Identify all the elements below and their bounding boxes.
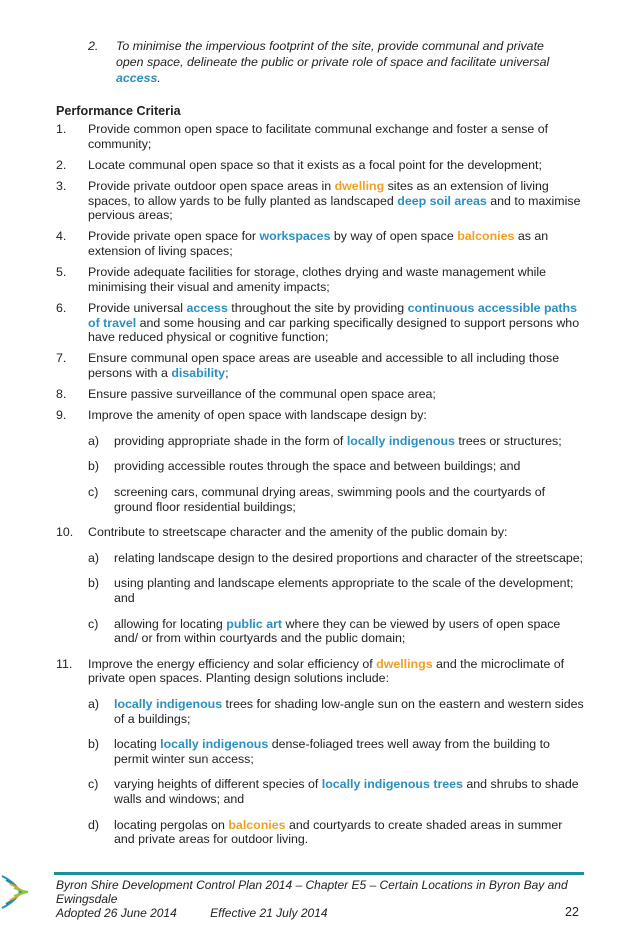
criteria-text-run: as an extension of living spaces;: [88, 229, 549, 258]
criteria-text-run: allowing for locating: [114, 616, 227, 631]
sub-criteria-text: [114, 818, 586, 847]
sub-criteria-item: [88, 737, 586, 766]
criteria-text-run: using planting and landscape elements appropriate to the scale of the development; and: [114, 576, 574, 605]
sub-criteria-letter: c): [88, 485, 99, 500]
glossary-link[interactable]: locally indigenous trees: [321, 777, 463, 792]
sub-criteria-text: [114, 617, 586, 646]
sub-criteria-text: [114, 576, 586, 605]
criteria-text-run: and to maximise pervious areas;: [88, 193, 581, 223]
glossary-link[interactable]: balconies: [457, 229, 515, 244]
criteria-text: [88, 387, 586, 402]
criteria-text-run: throughout the site by providing: [227, 300, 408, 315]
glossary-link[interactable]: dwellings: [376, 656, 433, 671]
section-heading: Performance Criteria: [56, 104, 181, 118]
criteria-text: [88, 351, 586, 380]
criteria-text-run: and shrubs to shade walls and windows; and: [114, 777, 579, 806]
criteria-number: 8.: [56, 387, 67, 402]
criteria-text-run: Provide private outdoor open space areas in: [88, 178, 335, 193]
sub-criteria-letter: d): [88, 817, 100, 832]
glossary-link[interactable]: locally indigenous: [346, 433, 455, 448]
criteria-text: [88, 229, 586, 258]
criteria-item: [56, 408, 586, 514]
adopted-date: Adopted 26 June 2014: [56, 906, 177, 920]
criteria-item: [56, 387, 586, 402]
sub-criteria-letter: c): [88, 777, 99, 792]
sub-criteria-text: [114, 777, 586, 806]
criteria-text-run: and courtyards to create shaded areas in summer and private areas for outdoor living.: [114, 817, 563, 847]
criteria-text-run: trees for shading low-angle sun on the eastern and western sides of a buildings;: [114, 696, 584, 726]
criteria-item: [56, 265, 586, 294]
sub-criteria-list: [88, 697, 586, 847]
criteria-text: [88, 408, 586, 423]
glossary-link[interactable]: locally indigenous: [160, 737, 269, 752]
glossary-link[interactable]: access: [186, 300, 228, 315]
sub-criteria-letter: b): [88, 459, 100, 474]
footer-document-title: Byron Shire Development Control Plan 2014 – Chapter E5 – Certain Locations in Byron Bay and Ewingsdale: [56, 878, 568, 906]
criteria-text-run: relating landscape design to the desired proportions and character of the streetscape;: [114, 550, 584, 565]
sub-criteria-item: [88, 697, 586, 726]
sub-criteria-text: [114, 434, 586, 449]
criteria-text: [88, 301, 586, 345]
glossary-link[interactable]: disability: [171, 365, 226, 380]
sub-criteria-letter: b): [88, 576, 100, 591]
criteria-number: 7.: [56, 351, 67, 366]
criteria-text-run: locating pergolas on: [114, 817, 229, 832]
criteria-number: 5.: [56, 265, 67, 280]
page-number: 22: [565, 905, 579, 919]
glossary-link[interactable]: dwelling: [334, 178, 385, 193]
criteria-text-run: screening cars, communal drying areas, swimming pools and the courtyards of ground floor residential buildings;: [114, 485, 546, 514]
objective-text: To minimise the impervious footprint of the site, provide communal and private open space, delineate the public or private role of space and facilitate universal access.: [116, 39, 550, 85]
criteria-item: [56, 657, 586, 847]
sub-criteria-text: [114, 551, 586, 566]
criteria-text-run: ;: [225, 365, 229, 380]
criteria-text-run: and some housing and car parking specifically designed to support persons who have reduced physical or cognitive function;: [88, 315, 580, 345]
criteria-item: [56, 179, 586, 223]
criteria-text-run: Ensure communal open space areas are useable and accessible to all including those persons with a: [88, 351, 560, 380]
sub-criteria-item: [88, 777, 586, 806]
criteria-text-run: Provide common open space to facilitate communal exchange and foster a sense of community;: [88, 122, 549, 151]
criteria-text-run: by way of open space: [330, 229, 458, 244]
criteria-text: [88, 265, 586, 294]
sub-criteria-item: [88, 818, 586, 847]
criteria-number: 1.: [56, 122, 67, 136]
criteria-text: [88, 179, 586, 223]
objective-item: [88, 38, 573, 86]
criteria-text-run: Improve the energy efficiency and solar efficiency of: [88, 656, 377, 671]
effective-date: Effective 21 July 2014: [210, 906, 328, 920]
criteria-text-run: Provide adequate facilities for storage, clothes drying and waste management while minimising their visual and amenity impacts;: [88, 265, 547, 294]
sub-criteria-item: [88, 459, 586, 474]
criteria-text: [88, 158, 586, 173]
criteria-text-run: where they can be viewed by users of open space and/ or from within courtyards and the public domain;: [114, 616, 561, 646]
footer-divider: [54, 872, 584, 875]
sub-criteria-item: [88, 434, 586, 449]
criteria-text: [88, 525, 586, 540]
criteria-item: [56, 301, 586, 345]
criteria-item: [56, 158, 586, 173]
criteria-text-run: sites as an extension of living spaces, to allow yards to be fully planted as landscaped: [88, 178, 549, 208]
sub-criteria-text: [114, 697, 586, 726]
criteria-text-run: and the microclimate of private open spaces. Planting design solutions include:: [88, 656, 565, 686]
criteria-item: [56, 351, 586, 380]
criteria-text-run: Provide private open space for: [88, 229, 260, 244]
criteria-text-run: varying heights of different species of: [114, 777, 322, 792]
criteria-text-run: Ensure passive surveillance of the communal open space area;: [88, 387, 436, 402]
glossary-link[interactable]: workspaces: [259, 229, 331, 244]
criteria-text: [88, 657, 586, 686]
criteria-item: [56, 229, 586, 258]
sub-criteria-item: [88, 617, 586, 646]
footer-dates: [56, 906, 358, 920]
council-logo-icon: [0, 872, 34, 912]
criteria-number: 4.: [56, 229, 67, 244]
sub-criteria-item: [88, 576, 586, 605]
criteria-text-run: dense-foliaged trees well away from the building to permit winter sun access;: [114, 737, 550, 766]
sub-criteria-item: [88, 485, 586, 514]
criteria-text-run: Improve the amenity of open space with landscape design by:: [88, 408, 427, 423]
criteria-text-run: Provide universal: [88, 300, 187, 315]
glossary-link[interactable]: balconies: [228, 817, 286, 832]
criteria-text-run: providing accessible routes through the space and between buildings; and: [114, 459, 521, 474]
sub-criteria-letter: a): [88, 550, 100, 565]
sub-criteria-letter: a): [88, 696, 100, 711]
criteria-text: [88, 122, 586, 151]
glossary-link[interactable]: continuous accessible paths of travel: [88, 300, 578, 330]
access-link[interactable]: access: [116, 71, 158, 85]
glossary-link[interactable]: locally indigenous: [114, 696, 223, 711]
glossary-link[interactable]: public art: [226, 616, 283, 631]
criteria-number: 3.: [56, 178, 67, 193]
sub-criteria-letter: c): [88, 616, 99, 631]
sub-criteria-list: [88, 551, 586, 646]
sub-criteria-list: [88, 434, 586, 514]
criteria-text-run: trees or structures;: [454, 433, 562, 448]
criteria-number: 2.: [56, 157, 67, 172]
criteria-text-run: Locate communal open space so that it exists as a focal point for the development;: [88, 157, 542, 172]
sub-criteria-letter: a): [88, 433, 100, 448]
objective-number: 2.: [88, 39, 99, 53]
criteria-text-run: providing appropriate shade in the form of: [114, 433, 347, 448]
criteria-number: 11.: [56, 656, 73, 671]
criteria-number: 6.: [56, 300, 67, 315]
sub-criteria-text: [114, 737, 586, 766]
performance-criteria-list: [56, 122, 586, 858]
criteria-item: [56, 525, 586, 646]
criteria-item: [56, 122, 586, 151]
sub-criteria-text: [114, 485, 586, 514]
criteria-number: 10.: [56, 525, 74, 540]
sub-criteria-text: [114, 459, 586, 474]
sub-criteria-letter: b): [88, 737, 100, 752]
criteria-text-run: Contribute to streetscape character and the amenity of the public domain by:: [88, 525, 508, 540]
criteria-text-run: locating: [114, 737, 161, 752]
criteria-number: 9.: [56, 408, 67, 423]
glossary-link[interactable]: deep soil areas: [397, 193, 487, 208]
sub-criteria-item: [88, 551, 586, 566]
